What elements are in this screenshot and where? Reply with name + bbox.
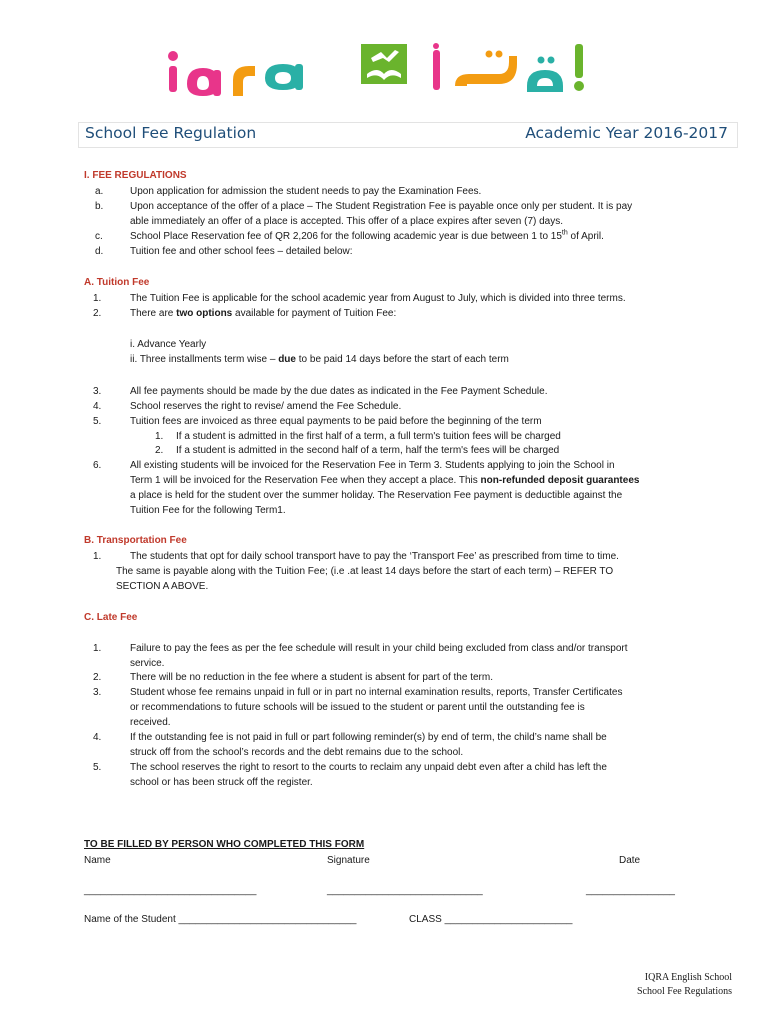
list-item: School reserves the right to revise/ amend the Fee Schedule. (130, 401, 402, 412)
list-marker: 3. (93, 386, 102, 397)
iqra-logo (165, 40, 610, 100)
list-item: Student whose fee remains unpaid in full or in part no internal examination results, reports, Transfer Certificates (130, 687, 623, 698)
class-field[interactable]: CLASS _______________________ (409, 914, 573, 925)
list-item: All existing students will be invoiced for the Reservation Fee in Term 3. Students applying to join the School in (130, 460, 615, 471)
late-fee-heading: C. Late Fee (84, 612, 138, 623)
footer-school-name: IQRA English School (644, 972, 732, 983)
reservation-fee-text: School Place Reservation fee of QR 2,206 for the following academic year is due between 1 to 15 (130, 231, 562, 242)
fee-regulations-heading: I. FEE REGULATIONS (84, 170, 187, 181)
list-item: SECTION A ABOVE. (116, 581, 209, 592)
list-item: a place is held for the student over the summer holiday. The Reservation Fee payment is deductible against the (130, 490, 623, 501)
list-marker: c. (95, 231, 103, 242)
option-tail: available for payment of Tuition Fee: (232, 308, 397, 319)
date-field[interactable]: ________________ (586, 885, 675, 896)
list-marker: 3. (93, 687, 102, 698)
list-item: received. (130, 717, 171, 728)
list-item: If the outstanding fee is not paid in full or part following reminder(s) by end of term, the child’s name shall be (130, 732, 607, 743)
list-marker: 1. (93, 551, 102, 562)
list-item: The Tuition Fee is applicable for the school academic year from August to July, which is divided into three terms. (130, 293, 626, 304)
list-item: The students that opt for daily school transport have to pay the ‘Transport Fee’ as prescribed from time to time. (130, 551, 619, 562)
sub-list-item: If a student is admitted in the first half of a term, a full term's tuition fees will be charged (176, 431, 561, 442)
installments-tail: to be paid 14 days before the start of each term (295, 354, 509, 365)
arabic-logo-text (433, 43, 584, 92)
list-marker: 1. (93, 293, 102, 304)
page-title: School Fee Regulation (85, 124, 257, 142)
list-marker: 2. (93, 672, 102, 683)
option-intro: There are (130, 308, 177, 319)
sub-list-marker: 2. (155, 445, 164, 456)
list-item: or recommendations to future schools will be issued to the student or parent until the outstanding fee is (130, 702, 585, 713)
list-marker: 6. (93, 460, 102, 471)
reservation-invoice-text: Term 1 will be invoiced for the Reservation Fee when they accept a place. This (130, 475, 481, 486)
list-item: Upon application for admission the student needs to pay the Examination Fees. (130, 186, 482, 197)
list-item: service. (130, 658, 165, 669)
installments-text: ii. Three installments term wise – (130, 354, 279, 365)
student-name-field[interactable]: Name of the Student ________________________________ (84, 914, 357, 925)
option-advance-yearly: i. Advance Yearly (130, 339, 207, 350)
deposit-guarantee-bold: non-refunded deposit guarantees (480, 475, 640, 486)
list-item: struck off from the school’s records and the debt remains due to the school. (130, 747, 464, 758)
two-options-bold: two options (176, 308, 233, 319)
list-marker: b. (95, 201, 104, 212)
name-field[interactable]: _______________________________ (84, 885, 257, 896)
list-item: Failure to pay the fees as per the fee schedule will result in your child being excluded from class and/or transport (130, 643, 628, 654)
sub-list-item: If a student is admitted in the second half of a term, half the term's fees will be charged (176, 445, 560, 456)
name-label: Name (84, 855, 111, 866)
option-installments (130, 352, 509, 367)
date-label: Date (619, 855, 641, 866)
list-item: Tuition Fee for the following Term1. (130, 505, 286, 516)
list-item: school or has been struck off the register. (130, 777, 313, 788)
footer-document-name: School Fee Regulations (637, 986, 732, 997)
signature-field[interactable]: ____________________________ (327, 885, 483, 896)
due-bold: due (278, 354, 296, 365)
sub-list-marker: 1. (155, 431, 164, 442)
list-marker: 4. (93, 401, 102, 412)
list-marker: 4. (93, 732, 102, 743)
list-marker: 2. (93, 308, 102, 319)
list-marker: a. (95, 186, 104, 197)
latin-logo-text (168, 51, 303, 96)
list-marker: 5. (93, 762, 102, 773)
list-item: Upon acceptance of the offer of a place – The Student Registration Fee is payable once only per student. It is pay (130, 201, 633, 212)
list-item: All fee payments should be made by the due dates as indicated in the Fee Payment Schedule. (130, 386, 548, 397)
transport-fee-heading: B. Transportation Fee (84, 535, 187, 546)
book-bird-logo-icon (361, 44, 407, 84)
list-item: The same is payable along with the Tuition Fee; (i.e .at least 14 days before the start of each term) – REFER TO (116, 566, 614, 577)
academic-year: Academic Year 2016-2017 (525, 124, 728, 142)
signature-label: Signature (327, 855, 370, 866)
list-item: The school reserves the right to resort to the courts to reclaim any unpaid debt even after a child has left the (130, 762, 607, 773)
list-item (130, 229, 604, 244)
list-item: There will be no reduction in the fee where a student is absent for part of the term. (130, 672, 493, 683)
list-item (130, 473, 639, 488)
reservation-fee-tail: of April. (567, 231, 604, 242)
list-marker: 5. (93, 416, 102, 427)
signature-heading: TO BE FILLED BY PERSON WHO COMPLETED THIS FORM (84, 839, 365, 850)
tuition-fee-heading: A. Tuition Fee (84, 277, 150, 288)
list-item (130, 306, 396, 321)
superscript-th: th (561, 229, 568, 237)
list-item: Tuition fee and other school fees – detailed below: (130, 246, 353, 257)
list-marker: d. (95, 246, 104, 257)
list-item: able immediately an offer of a place is accepted. This offer of a place expires after seven (7) days. (130, 216, 564, 227)
list-item: Tuition fees are invoiced as three equal payments to be paid before the beginning of the term (130, 416, 542, 427)
list-marker: 1. (93, 643, 102, 654)
